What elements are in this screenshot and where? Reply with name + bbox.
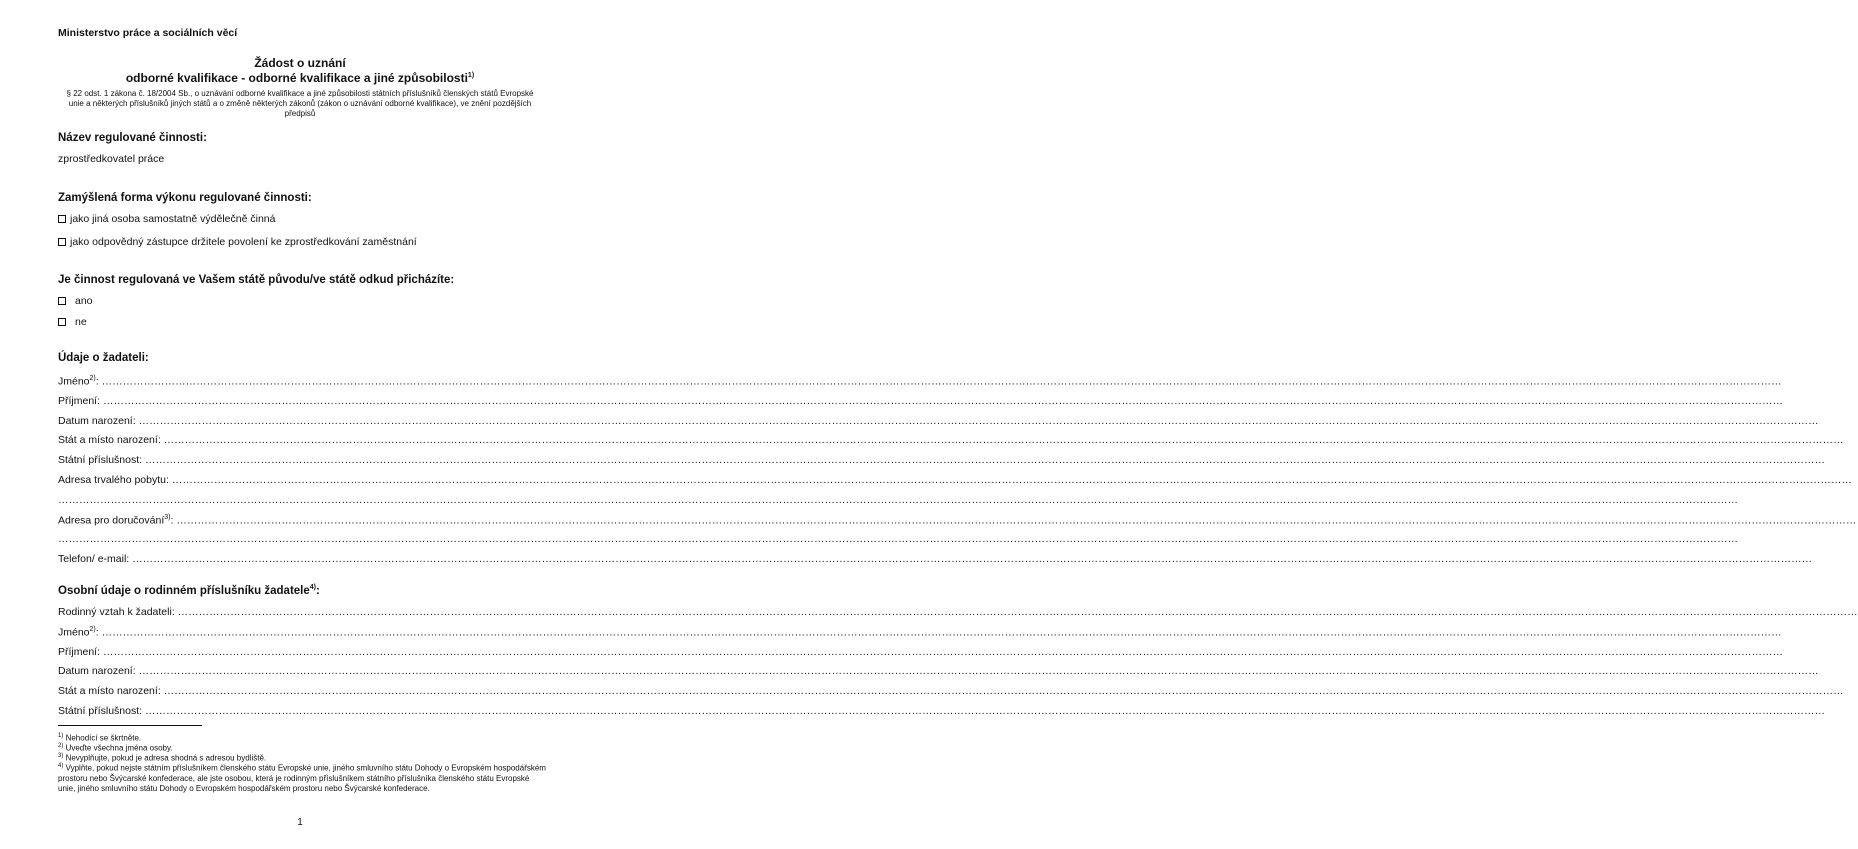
field-colon: :	[165, 474, 172, 486]
field-colon: :	[97, 645, 103, 658]
family-heading-colon: :	[316, 584, 320, 597]
field-row[interactable]	[58, 394, 1783, 407]
footnote-text: Uveďte všechna jména osoby.	[63, 743, 173, 753]
ministry-name: Ministerstvo práce a sociálních věcí	[58, 27, 238, 39]
option-responsible-representative[interactable]	[58, 236, 417, 248]
field-row[interactable]	[58, 414, 1819, 427]
field-row[interactable]	[58, 685, 1844, 698]
fill-in-dots[interactable]: …………………………………………………………………………………………………………………………………………………………………………………………………………………………………………………………………………………………………………………………………………………………………………………………………………………………………………	[101, 626, 1782, 639]
field-row[interactable]	[58, 474, 1852, 486]
footnote-mark: 3)	[58, 753, 64, 759]
field-colon: :	[171, 606, 178, 618]
field-colon: :	[97, 394, 103, 407]
field-label: Jméno	[58, 375, 90, 388]
checkbox-icon[interactable]	[58, 215, 66, 223]
fill-in-dots[interactable]: …………………………………………………………………………………………………………………………………………………………………………………………………………………………………………………………………………………………………………………………………………………………………………………………………………………………………………	[102, 645, 1783, 658]
fill-in-dots[interactable]: …………………………………………………………………………………………………………………………………………………………………………………………………………………………………………………………………………………………………………………………………………………………………………………………………………………………………………	[58, 493, 1738, 506]
option-label: ne	[75, 316, 87, 328]
checkbox-icon[interactable]	[58, 318, 66, 326]
field-row[interactable]	[58, 625, 1782, 639]
footnote-ref: 2)	[89, 375, 96, 382]
field-label: Příjmení	[58, 645, 98, 658]
fill-in-dots[interactable]: …………………………………………………………………………………………………………………………………………………………………………………………………………………………………………………………………………………………………………………………………………………………………………………………………………………………………………	[171, 474, 1852, 486]
fill-in-dots[interactable]: …………………………………………………………………………………………………………………………………………………………………………………………………………………………………………………………………………………………………………………………………………………………………………………………………………………………………………	[144, 705, 1825, 717]
field-row[interactable]	[58, 434, 1844, 447]
field-label: Státní příslušnost	[58, 705, 140, 717]
footnote-text: Nevyplňujte, pokud je adresa shodná s adresou bydliště.	[63, 753, 267, 763]
footnote-ref: 2)	[89, 625, 96, 633]
field-colon: :	[139, 705, 145, 717]
field-colon: :	[170, 514, 177, 527]
checkbox-icon[interactable]	[58, 238, 66, 246]
footnote-mark: 2)	[58, 743, 64, 749]
field-row[interactable]	[58, 533, 1738, 546]
field-label: Datum narození	[58, 414, 133, 427]
field-label: Datum narození	[58, 665, 133, 678]
footnote	[58, 761, 548, 794]
legal-reference: § 22 odst. 1 zákona č. 18/2004 Sb., o uznávání odborné kvalifikace a jiné způsobilosti státních příslušníků členských států Evropské unie a některých příslušníků jiných států a o změně některých zákonů (zákon o uznávání odborné kvalifikace), ve znění pozdějších předpisů	[66, 89, 534, 118]
form-title: Žádost o uznání	[254, 56, 346, 70]
field-colon: :	[132, 414, 139, 427]
option-label: jako jiná osoba samostatně výdělečně činná	[70, 213, 276, 225]
activity-heading: Název regulované činnosti:	[58, 132, 207, 144]
field-colon: :	[95, 626, 102, 639]
footnote-ref: 3)	[164, 513, 171, 521]
option-yes[interactable]	[58, 295, 93, 307]
field-row[interactable]	[58, 454, 1825, 467]
footnote-ref: 4)	[309, 584, 316, 591]
field-row[interactable]	[58, 665, 1819, 678]
fill-in-dots[interactable]: …………………………………………………………………………………………………………………………………………………………………………………………………………………………………………………………………………………………………………………………………………………………………………………………………………………………………………	[144, 454, 1825, 467]
option-label: ano	[75, 295, 93, 307]
fill-in-dots[interactable]: …………………………………………………………………………………………………………………………………………………………………………………………………………………………………………………………………………………………………………………………………………………………………………………………………………………………………………	[102, 394, 1783, 407]
field-label: Adresa trvalého pobytu	[58, 474, 166, 486]
form-subtitle-text: odborné kvalifikace - odborné kvalifikace a jiné způsobilosti	[125, 71, 468, 85]
form-subtitle	[40, 71, 560, 85]
field-label: Jméno	[58, 626, 90, 639]
footnote-text: Nehodící se škrtněte.	[63, 733, 142, 743]
field-label: Příjmení	[58, 394, 98, 407]
footnote-mark: 1)	[58, 733, 64, 739]
fill-in-dots[interactable]: …………………………………………………………………………………………………………………………………………………………………………………………………………………………………………………………………………………………………………………………………………………………………………………………………………………………………………	[132, 553, 1813, 566]
field-label: Stát a místo narození	[58, 685, 158, 698]
field-colon: :	[139, 454, 145, 467]
regulated-heading: Je činnost regulovaná ve Vašem státě původu/ve státě odkud přicházíte:	[58, 274, 455, 286]
field-row[interactable]	[58, 553, 1813, 566]
field-label: Stát a místo narození	[58, 434, 158, 447]
family-heading	[58, 584, 320, 597]
field-row[interactable]	[58, 606, 1858, 618]
fill-in-dots[interactable]: …………………………………………………………………………………………………………………………………………………………………………………………………………………………………………………………………………………………………………………………………………………………………………………………………………………………………………	[138, 414, 1819, 427]
fill-in-dots[interactable]: …………………………………………………………………………………………………………………………………………………………………………………………………………………………………………………………………………………………………………………………………………………………………………………………………………………………………………	[101, 375, 1782, 388]
field-row[interactable]	[58, 705, 1825, 717]
family-heading-text: Osobní údaje o rodinném příslušníku žadatele	[58, 584, 310, 597]
applicant-heading: Údaje o žadateli:	[58, 352, 149, 364]
form-heading: Zamýšlená forma výkonu regulované činnosti:	[58, 192, 312, 204]
footnote-ref: 1)	[467, 72, 475, 79]
fill-in-dots[interactable]: …………………………………………………………………………………………………………………………………………………………………………………………………………………………………………………………………………………………………………………………………………………………………………………………………………………………………………	[163, 685, 1844, 698]
checkbox-icon[interactable]	[58, 297, 66, 305]
fill-in-dots[interactable]: …………………………………………………………………………………………………………………………………………………………………………………………………………………………………………………………………………………………………………………………………………………………………………………………………………………………………………	[138, 665, 1819, 678]
field-label: Rodinný vztah k žadateli	[58, 606, 172, 618]
page-number: 1	[297, 817, 303, 828]
field-colon: :	[95, 375, 102, 388]
field-colon: :	[157, 434, 164, 447]
option-self-employed[interactable]	[58, 213, 275, 225]
footnote-separator	[58, 725, 202, 726]
footnote-text: Vyplňte, pokud nejste státním příslušníkem členského státu Evropské unie, jiného smluvního státu Dohody o Evropském hospodářském prostoru nebo Švýcarské konfederace, ale jste osobou, která je rodinným příslušníkem státního příslušníka členského státu Evropské unie, jiného smluvního státu Dohody o Evropském hospodářském prostoru nebo Švýcarské konfederace.	[58, 763, 546, 793]
fill-in-dots[interactable]: …………………………………………………………………………………………………………………………………………………………………………………………………………………………………………………………………………………………………………………………………………………………………………………………………………………………………………	[176, 514, 1857, 527]
option-label: jako odpovědný zástupce držitele povolení ke zprostředkování zaměstnání	[70, 236, 417, 248]
activity-value: zprostředkovatel práce	[58, 153, 165, 165]
field-row[interactable]	[58, 493, 1738, 506]
field-label: Adresa pro doručování	[58, 514, 165, 527]
field-label: Telefon/ e-mail	[58, 553, 127, 566]
field-row[interactable]	[58, 513, 1857, 527]
field-label: Státní příslušnost	[58, 454, 140, 467]
footnote-mark: 4)	[58, 763, 64, 769]
field-colon: :	[126, 553, 133, 566]
field-row[interactable]	[58, 645, 1783, 658]
field-row[interactable]	[58, 375, 1782, 388]
field-colon: :	[132, 665, 139, 678]
field-colon: :	[157, 685, 164, 698]
option-no[interactable]	[58, 316, 87, 328]
fill-in-dots[interactable]: …………………………………………………………………………………………………………………………………………………………………………………………………………………………………………………………………………………………………………………………………………………………………………………………………………………………………………	[58, 533, 1738, 546]
fill-in-dots[interactable]: …………………………………………………………………………………………………………………………………………………………………………………………………………………………………………………………………………………………………………………………………………………………………………………………………………………………………………	[163, 434, 1844, 447]
fill-in-dots[interactable]: …………………………………………………………………………………………………………………………………………………………………………………………………………………………………………………………………………………………………………………………………………………………………………………………………………………………………………	[177, 606, 1858, 618]
